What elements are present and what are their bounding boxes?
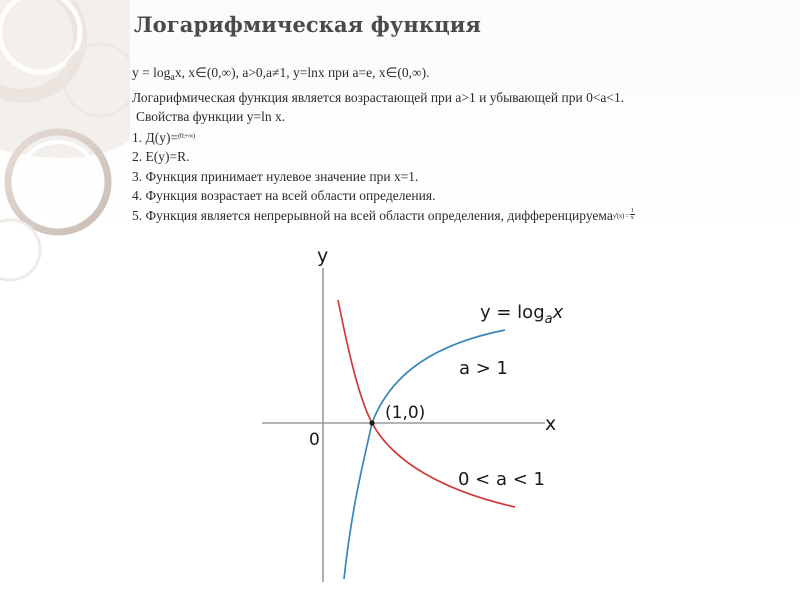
property-continuous xyxy=(132,206,782,227)
decorative-rings xyxy=(0,0,130,600)
deco-ring-5 xyxy=(64,44,130,116)
property-domain-label: 1. Д(y)= xyxy=(132,129,179,145)
definition-part-a: y = log xyxy=(132,65,171,80)
deco-ring-1 xyxy=(0,0,80,96)
property-continuous-text: 5. Функция является непрерывной на всей области определения, дифференцируема xyxy=(132,207,613,223)
content-text xyxy=(132,63,782,226)
intersection-point xyxy=(369,420,374,425)
deco-ring-6 xyxy=(0,220,40,280)
property-range: 2. E(y)=R. xyxy=(132,149,190,164)
log-base-subscript: a xyxy=(170,72,175,83)
slide-title: Логарифмическая функция xyxy=(134,12,482,37)
function-label-part-c: x xyxy=(552,302,564,323)
function-label-part-a: y = log xyxy=(480,302,545,323)
deco-ring-3 xyxy=(8,132,108,232)
origin-label: 0 xyxy=(309,430,320,450)
point-label: (1,0) xyxy=(385,403,426,423)
definition-line xyxy=(132,63,782,88)
properties-heading: Свойства функции y=ln x. xyxy=(136,109,286,124)
x-axis-label: x xyxy=(545,413,557,435)
monotonicity-line: Логарифмическая функция является возрастающей при a>1 и убывающей при 0<a<1. xyxy=(132,89,625,105)
domain-interval: (0;+∞) xyxy=(178,131,195,140)
property-domain xyxy=(132,127,782,148)
decreasing-label: 0 < a < 1 xyxy=(458,469,545,490)
definition-part-c: x, x∈(0,∞), a>0,a≠1, y=lnx при a=e, x∈(0,∞). xyxy=(174,65,430,80)
derivative-fraction xyxy=(630,208,635,221)
deco-ring-4 xyxy=(18,142,98,222)
function-label xyxy=(480,302,564,327)
function-label-base: a xyxy=(544,312,553,327)
property-increasing: 4. Функция возрастает на всей области определения. xyxy=(132,188,436,203)
derivative-label: y'(x) = xyxy=(612,211,629,220)
derivative-numerator: 1 xyxy=(630,206,634,214)
derivative-denominator: x xyxy=(630,213,634,221)
y-axis-label: y xyxy=(317,245,329,267)
deco-ring-2 xyxy=(0,0,80,72)
increasing-label: a > 1 xyxy=(459,358,509,379)
log-function-graph xyxy=(240,232,570,587)
property-zero: 3. Функция принимает нулевое значение при x=1. xyxy=(132,168,419,184)
